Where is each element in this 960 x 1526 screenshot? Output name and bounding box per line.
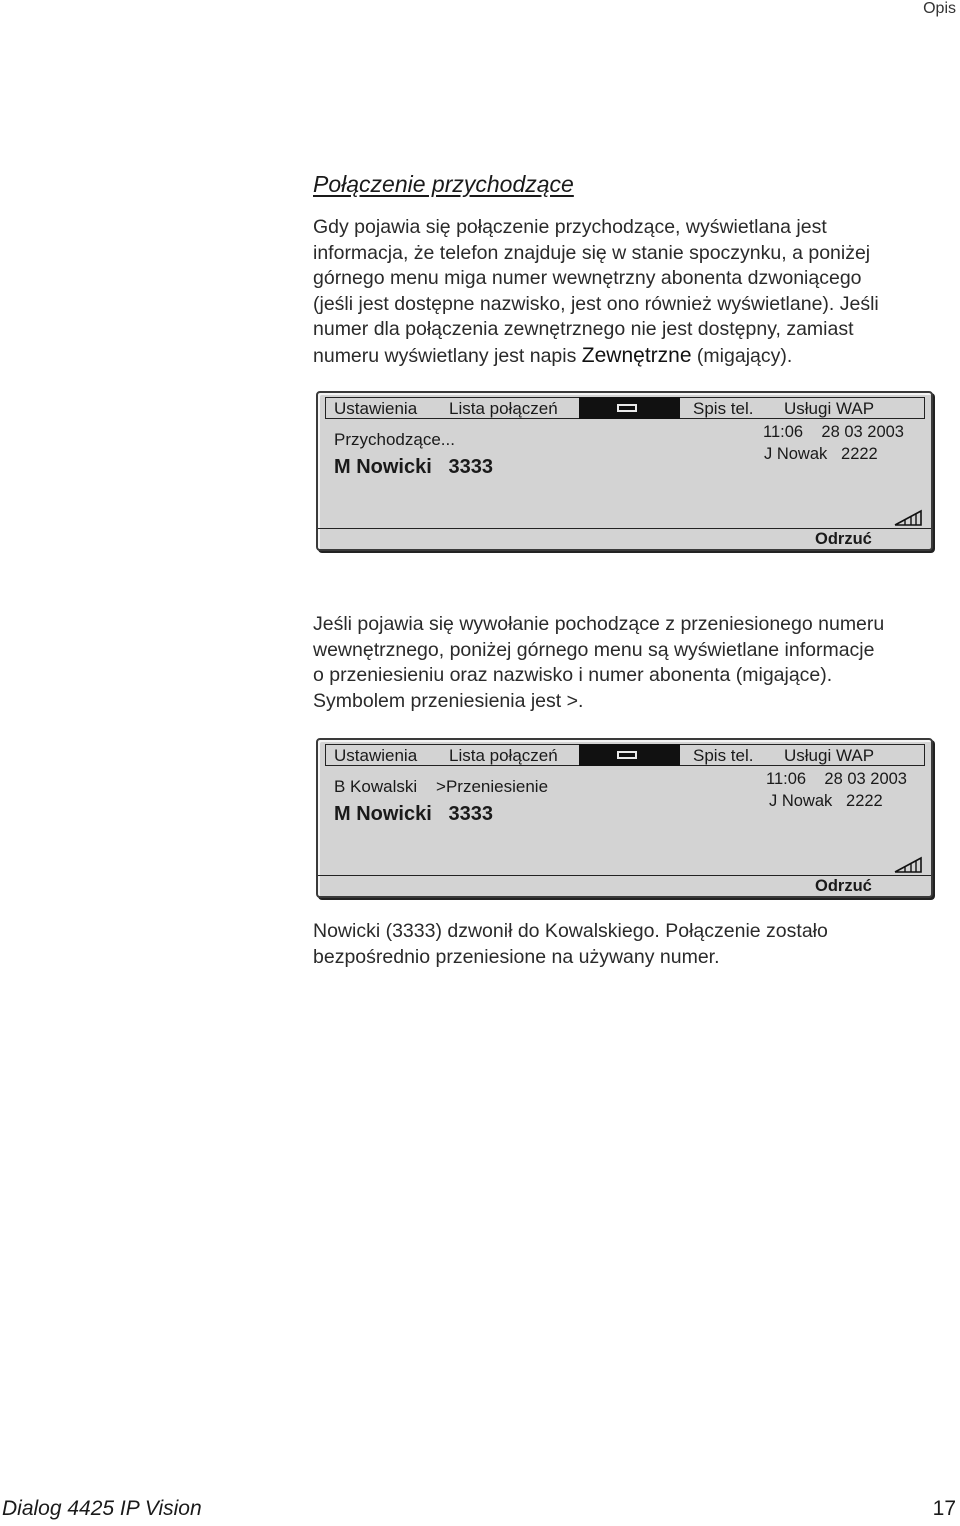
footer-product-name: Dialog 4425 IP Vision [2, 1497, 202, 1520]
section-title: Połączenie przychodzące [313, 171, 574, 197]
call-status: Przychodzące... [334, 430, 455, 449]
menu-phonebook[interactable]: Spis tel. [693, 746, 754, 765]
own-extension: J Nowak 2222 [764, 445, 878, 463]
phone-display-diverted [316, 738, 933, 898]
diversion-paragraph: Jeśli pojawia się wywołanie pochodzące z przeniesionego numeru wewnętrznego, poniżej górnego menu są wyświetlane informacje o przeniesieniu oraz nazwisko i numer abonenta (migające). Symbolem przeniesienia jest >. [313, 613, 885, 712]
caller-name-number: M Nowicki 3333 [334, 456, 493, 478]
reject-softkey[interactable]: Odrzuć [815, 877, 872, 895]
intro-text: Gdy pojawia się połączenie przychodzące, wyświetlana jest informacja, że telefon znajduje się w stanie spoczynku, a poniżej górnego menu miga numer wewnętrzny abonenta dzwoniącego (jeśli jest dostępne nazwisko, jest ono również wyświetlane). Jeśli numer dla połączenia zewnętrznego nie jest dostępny, zamiast numeru wyświetlany jest napis [313, 216, 879, 367]
menu-wap-services[interactable]: Usługi WAP [784, 746, 875, 765]
own-extension: J Nowak 2222 [769, 792, 883, 810]
menu-call-list[interactable]: Lista połączeń [449, 399, 558, 418]
phone-display-incoming [316, 391, 933, 551]
reject-softkey[interactable]: Odrzuć [815, 530, 872, 548]
softkey-bar [318, 875, 931, 896]
signal-strength-icon [893, 856, 923, 874]
phone-idle-icon [617, 751, 637, 759]
running-header: Opis [923, 0, 956, 17]
menu-call-list[interactable]: Lista połączeń [449, 746, 558, 765]
diversion-info: B Kowalski >Przeniesienie [334, 777, 549, 796]
menu-idle-tab[interactable] [579, 744, 680, 766]
time-date: 11:06 28 03 2003 [766, 770, 907, 788]
footer-page-number: 17 [932, 1497, 956, 1520]
menu-settings[interactable]: Ustawienia [334, 746, 418, 765]
top-menu-bar [325, 744, 925, 766]
phone-idle-icon [617, 404, 637, 412]
explanation-paragraph: Nowicki (3333) dzwonił do Kowalskiego. Połączenie zostało bezpośrednio przeniesione na używany numer. [313, 920, 828, 968]
caller-name-number: M Nowicki 3333 [334, 803, 493, 825]
top-menu-bar [325, 397, 925, 419]
signal-strength-icon [893, 509, 923, 527]
menu-wap-services[interactable]: Usługi WAP [784, 399, 875, 418]
menu-settings[interactable]: Ustawienia [334, 399, 418, 418]
menu-phonebook[interactable]: Spis tel. [693, 399, 754, 418]
external-keyword: Zewnętrzne [581, 343, 692, 367]
intro-paragraph [313, 215, 953, 370]
intro-text-end: (migający). [691, 344, 793, 367]
menu-idle-tab[interactable] [579, 397, 680, 419]
time-date: 11:06 28 03 2003 [763, 423, 904, 441]
softkey-bar [318, 528, 931, 549]
